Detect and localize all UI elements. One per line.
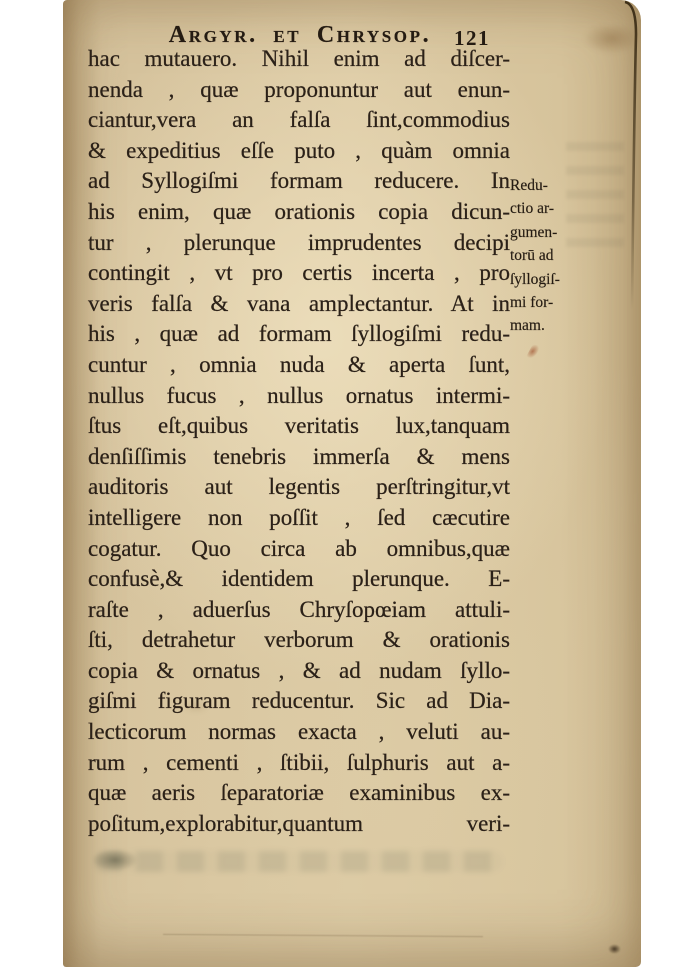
margin-note-line: mi for- xyxy=(510,293,554,311)
text-line: denſiſſimis tenebris immerſa & mens xyxy=(88,443,510,469)
page-number: 121 xyxy=(454,26,490,50)
bleedthrough-text xyxy=(93,849,137,871)
text-line: raſte , aduerſus Chryſopœiam attuli- xyxy=(88,596,510,622)
text-line: his , quæ ad formam ſyllogiſmi redu- xyxy=(88,321,510,347)
running-header: Argyr. et Chrysop. xyxy=(168,22,432,48)
text-line: veris falſa & vana amplectantur. At in xyxy=(88,290,510,316)
text-line: ciantur,vera an falſa ſint,commodius xyxy=(88,107,510,133)
margin-note-line: torū ad xyxy=(510,247,554,265)
text-line: giſmi figuram reducentur. Sic ad Dia- xyxy=(88,688,510,714)
text-line: nullus fucus , nullus ornatus intermi- xyxy=(88,382,510,408)
text-line: his enim, quæ orationis copia dicun- xyxy=(88,198,510,224)
text-line: hac mutauero. Nihil enim ad diſcer- xyxy=(88,46,510,71)
text-line: cogatur. Quo circa ab omnibus,quæ xyxy=(88,535,510,561)
text-line: nenda , quæ proponuntur aut enun- xyxy=(88,76,510,102)
text-line: ad Syllogiſmi formam reducere. In xyxy=(88,168,510,194)
ink-speck xyxy=(608,944,621,954)
body-text xyxy=(88,44,510,839)
text-line: ſtus eſt,quibus veritatis lux,tanquam xyxy=(88,413,510,439)
text-line: & expeditius eſſe puto , quàm omnia xyxy=(88,137,510,163)
text-line: lecticorum normas exacta , veluti au- xyxy=(88,719,510,745)
foxing-spot xyxy=(183,700,209,714)
text-line: cuntur , omnia nuda & aperta ſunt, xyxy=(88,351,510,377)
margin-note-line: Redu- xyxy=(510,177,548,194)
bleedthrough-text xyxy=(95,851,503,872)
text-line: tur , plerunque imprudentes decipi xyxy=(88,229,510,255)
book-page-scan xyxy=(63,0,641,967)
text-line: contingit , vt pro certis incerta , pro xyxy=(88,260,510,286)
red-ink-mark xyxy=(526,344,541,359)
margin-note-line: ſyllogiſ- xyxy=(510,270,560,288)
text-line: quæ aeris ſeparatoriæ examinibus ex- xyxy=(88,780,510,806)
scratch-line xyxy=(163,934,483,937)
text-line: copia & ornatus , & ad nudam ſyllo- xyxy=(88,657,510,683)
text-line: intelligere non poſſit , ſed cæcutire xyxy=(88,504,510,530)
text-line: poſitum,explorabitur,quantum veri- xyxy=(88,810,510,836)
margin-note-line: mam. xyxy=(510,317,545,335)
margin-note-line: ctio ar- xyxy=(510,200,555,218)
text-line: rum , cementi , ſtibii, ſulphuris aut a- xyxy=(88,749,510,775)
text-line: ſti, detrahetur verborum & orationis xyxy=(88,627,510,653)
ink-stain xyxy=(583,26,635,54)
margin-note-line: gumen- xyxy=(510,223,558,241)
text-line: confusè,& identidem plerunque. E- xyxy=(88,566,510,592)
bleedthrough-text xyxy=(566,142,624,250)
text-line: auditoris aut legentis perſtringitur,vt xyxy=(88,474,510,500)
